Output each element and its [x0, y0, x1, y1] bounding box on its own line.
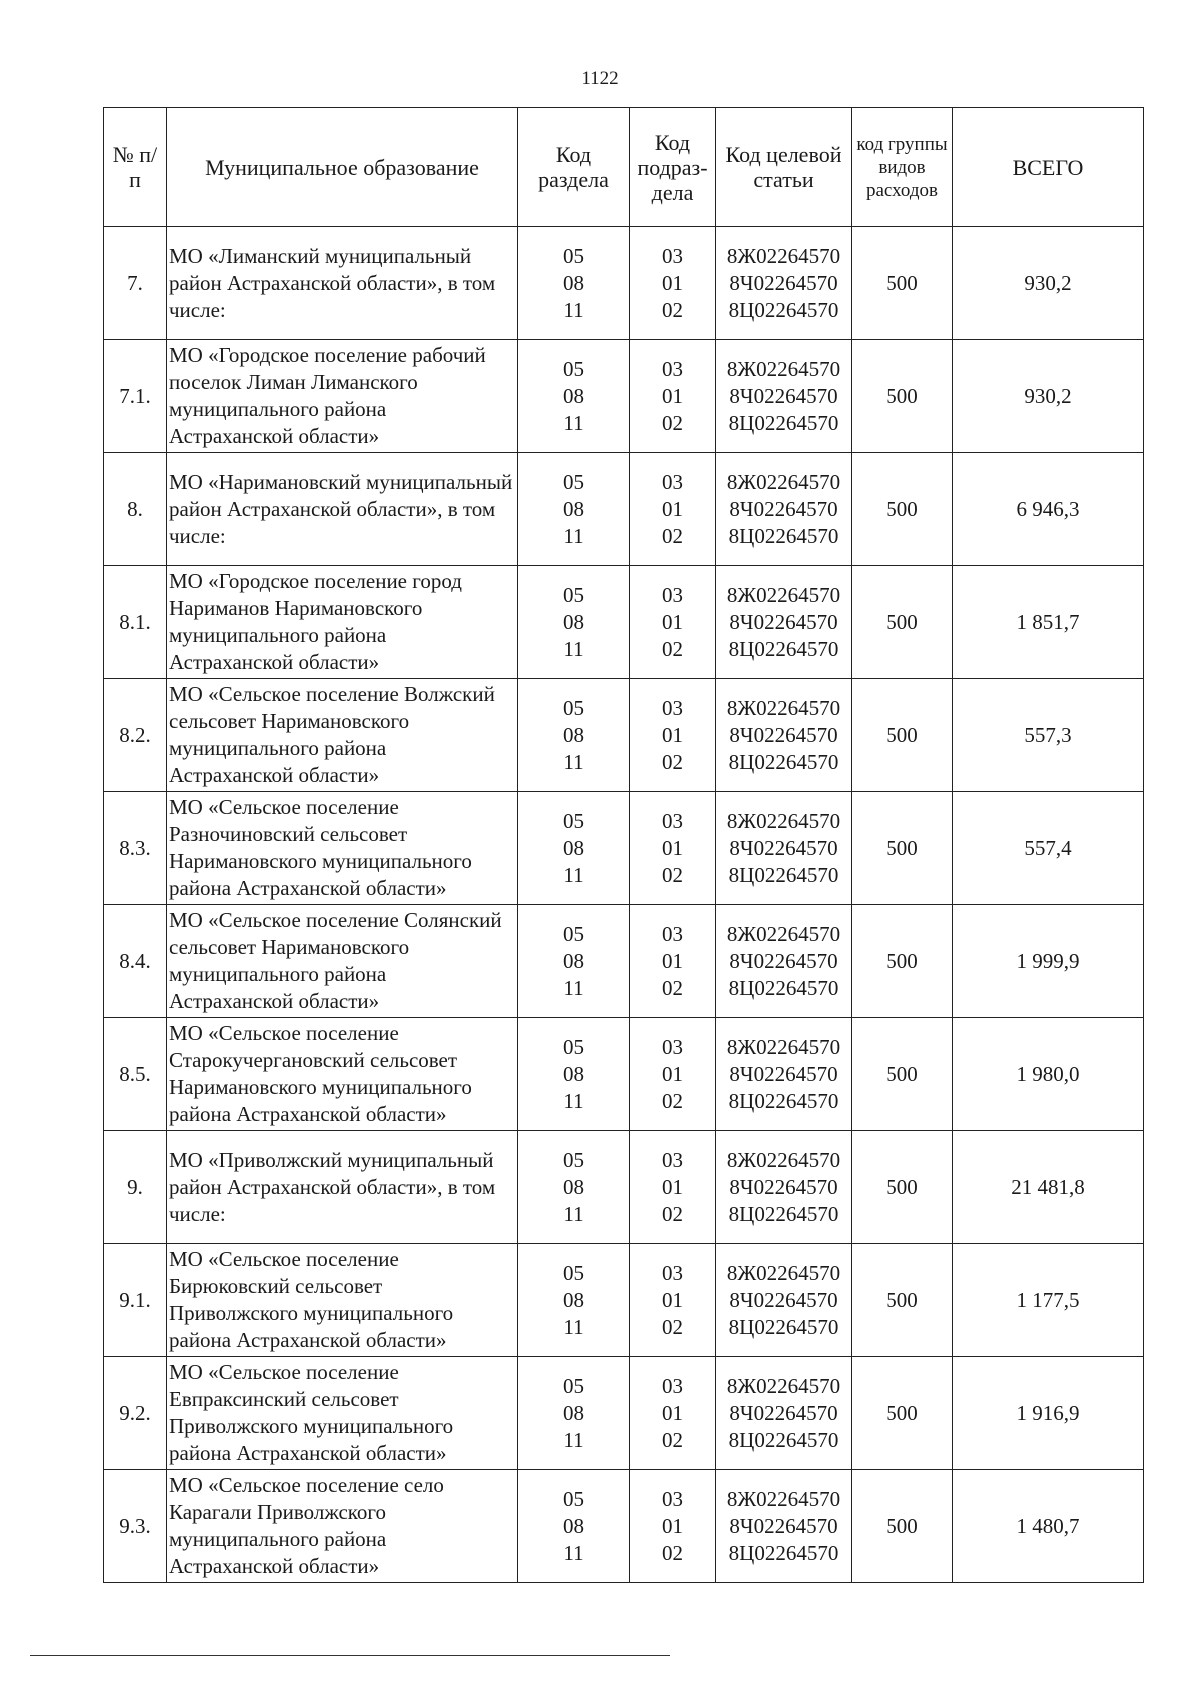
municipality-name: МО «Сельское поселение Евпраксинский сельсовет Приволжского муниципального района Астраханской области» — [167, 1357, 518, 1470]
municipality-name: МО «Сельское поселение Солянский сельсовет Наримановского муниципального района Астраханской области» — [167, 905, 518, 1018]
target-codes-value: 8Ж02264570 — [726, 582, 841, 607]
subsection-codes — [630, 1470, 716, 1583]
section-codes — [518, 1470, 630, 1583]
header-target-code: Код целевой статьи — [716, 108, 852, 227]
section-codes-value: 05 — [563, 1034, 584, 1059]
target-codes — [716, 1131, 852, 1244]
target-codes — [716, 792, 852, 905]
section-codes-value: 08 — [563, 835, 584, 860]
municipality-name: МО «Сельское поселение Старокучергановский сельсовет Наримановского муниципального района Астраханской области» — [167, 1018, 518, 1131]
target-codes-value: 8Ц02264570 — [728, 975, 839, 1000]
header-municipality: Муниципальное образование — [167, 108, 518, 227]
subsection-codes-value: 03 — [662, 1034, 683, 1059]
section-codes — [518, 1018, 630, 1131]
row-number: 8.3. — [104, 792, 167, 905]
subsection-codes-value: 02 — [662, 1314, 683, 1339]
expense-group: 500 — [852, 566, 953, 679]
subsection-codes — [630, 679, 716, 792]
header-number: № п/п — [104, 108, 167, 227]
subsection-codes — [630, 1018, 716, 1131]
row-number: 7.1. — [104, 340, 167, 453]
row-number: 8.4. — [104, 905, 167, 1018]
target-codes-value: 8Ч02264570 — [729, 1061, 838, 1086]
section-codes-value: 11 — [563, 862, 584, 887]
expense-group: 500 — [852, 453, 953, 566]
target-codes — [716, 1357, 852, 1470]
target-codes — [716, 1244, 852, 1357]
target-codes — [716, 1018, 852, 1131]
subsection-codes — [630, 792, 716, 905]
section-codes-value: 08 — [563, 609, 584, 634]
row-total: 1 851,7 — [953, 566, 1144, 679]
subsection-codes-value: 03 — [662, 1373, 683, 1398]
section-codes-value: 11 — [563, 1540, 584, 1565]
subsection-codes-value: 03 — [662, 582, 683, 607]
subsection-codes-value: 03 — [662, 808, 683, 833]
subsection-codes — [630, 1131, 716, 1244]
section-codes-value: 11 — [563, 749, 584, 774]
section-codes-value: 11 — [563, 1427, 584, 1452]
header-section-code: Код раздела — [518, 108, 630, 227]
municipality-name: МО «Городское поселение город Нариманов Наримановского муниципального района Астраханской области» — [167, 566, 518, 679]
header-subsection-code: Код подраз-дела — [630, 108, 716, 227]
subsection-codes-value: 02 — [662, 1088, 683, 1113]
subsection-codes-value: 02 — [662, 749, 683, 774]
target-codes-value: 8Ц02264570 — [728, 1540, 839, 1565]
subsection-codes-value: 02 — [662, 410, 683, 435]
subsection-codes — [630, 227, 716, 340]
expense-group: 500 — [852, 1131, 953, 1244]
section-codes-value: 11 — [563, 1088, 584, 1113]
target-codes-value: 8Ч02264570 — [729, 1174, 838, 1199]
row-number: 8.5. — [104, 1018, 167, 1131]
subsection-codes-value: 02 — [662, 1427, 683, 1452]
section-codes — [518, 453, 630, 566]
expense-group: 500 — [852, 227, 953, 340]
target-codes-value: 8Ц02264570 — [728, 523, 839, 548]
target-codes — [716, 905, 852, 1018]
target-codes — [716, 453, 852, 566]
table-row — [104, 1470, 1144, 1583]
table-row — [104, 1018, 1144, 1131]
page-number: 1122 — [581, 68, 619, 89]
subsection-codes-value: 01 — [662, 609, 683, 634]
target-codes-value: 8Ж02264570 — [726, 243, 841, 268]
expense-group: 500 — [852, 340, 953, 453]
municipality-name: МО «Наримановский муниципальный район Астраханской области», в том числе: — [167, 453, 518, 566]
table-body — [104, 227, 1144, 1583]
section-codes-value: 05 — [563, 1486, 584, 1511]
table-row — [104, 453, 1144, 566]
subsection-codes-value: 03 — [662, 1260, 683, 1285]
target-codes-value: 8Ч02264570 — [729, 383, 838, 408]
subsection-codes-value: 01 — [662, 383, 683, 408]
row-total: 557,3 — [953, 679, 1144, 792]
subsection-codes-value: 01 — [662, 496, 683, 521]
section-codes — [518, 1244, 630, 1357]
section-codes-value: 05 — [563, 921, 584, 946]
row-number: 9.3. — [104, 1470, 167, 1583]
section-codes — [518, 340, 630, 453]
section-codes-value: 11 — [563, 523, 584, 548]
target-codes-value: 8Ц02264570 — [728, 410, 839, 435]
target-codes-value: 8Ч02264570 — [729, 1400, 838, 1425]
section-codes-value: 08 — [563, 1174, 584, 1199]
target-codes-value: 8Ц02264570 — [728, 297, 839, 322]
section-codes-value: 05 — [563, 356, 584, 381]
section-codes-value: 08 — [563, 948, 584, 973]
subsection-codes-value: 02 — [662, 523, 683, 548]
row-total: 930,2 — [953, 340, 1144, 453]
section-codes — [518, 679, 630, 792]
expense-group: 500 — [852, 1357, 953, 1470]
target-codes-value: 8Ж02264570 — [726, 1486, 841, 1511]
target-codes-value: 8Ц02264570 — [728, 1088, 839, 1113]
target-codes-value: 8Ч02264570 — [729, 270, 838, 295]
subsection-codes — [630, 905, 716, 1018]
table-row — [104, 905, 1144, 1018]
subsection-codes-value: 01 — [662, 1287, 683, 1312]
subsection-codes — [630, 453, 716, 566]
section-codes-value: 05 — [563, 695, 584, 720]
section-codes-value: 08 — [563, 270, 584, 295]
target-codes-value: 8Ж02264570 — [726, 695, 841, 720]
subsection-codes-value: 01 — [662, 1513, 683, 1538]
row-number: 8.1. — [104, 566, 167, 679]
section-codes-value: 08 — [563, 496, 584, 521]
row-number: 9. — [104, 1131, 167, 1244]
subsection-codes-value: 01 — [662, 835, 683, 860]
municipality-name: МО «Городское поселение рабочий поселок Лиман Лиманского муниципального района Астраханской области» — [167, 340, 518, 453]
subsection-codes — [630, 1244, 716, 1357]
subsection-codes-value: 03 — [662, 356, 683, 381]
subsection-codes — [630, 340, 716, 453]
municipality-name: МО «Приволжский муниципальный район Астраханской области», в том числе: — [167, 1131, 518, 1244]
target-codes-value: 8Ж02264570 — [726, 1147, 841, 1172]
target-codes-value: 8Ц02264570 — [728, 1201, 839, 1226]
section-codes-value: 11 — [563, 297, 584, 322]
subsection-codes-value: 02 — [662, 636, 683, 661]
header-total: ВСЕГО — [953, 108, 1144, 227]
row-number: 8.2. — [104, 679, 167, 792]
subsection-codes-value: 01 — [662, 1061, 683, 1086]
target-codes-value: 8Ч02264570 — [729, 1287, 838, 1312]
subsection-codes-value: 01 — [662, 948, 683, 973]
subsection-codes-value: 02 — [662, 1540, 683, 1565]
table-row — [104, 1357, 1144, 1470]
subsection-codes — [630, 1357, 716, 1470]
table-row — [104, 679, 1144, 792]
section-codes — [518, 792, 630, 905]
subsection-codes — [630, 566, 716, 679]
municipality-name: МО «Сельское поселение Волжский сельсовет Наримановского муниципального района Астраханской области» — [167, 679, 518, 792]
row-number: 7. — [104, 227, 167, 340]
expense-group: 500 — [852, 1018, 953, 1131]
target-codes — [716, 227, 852, 340]
subsection-codes-value: 03 — [662, 469, 683, 494]
municipality-name: МО «Сельское поселение Разночиновский сельсовет Наримановского муниципального района Астраханской области» — [167, 792, 518, 905]
target-codes-value: 8Ч02264570 — [729, 1513, 838, 1538]
budget-table — [103, 107, 1144, 1583]
subsection-codes-value: 02 — [662, 862, 683, 887]
footer-rule — [30, 1655, 670, 1656]
target-codes-value: 8Ц02264570 — [728, 636, 839, 661]
table-row — [104, 1244, 1144, 1357]
target-codes-value: 8Ц02264570 — [728, 1314, 839, 1339]
municipality-name: МО «Сельское поселение Бирюковский сельсовет Приволжского муниципального района Астраханской области» — [167, 1244, 518, 1357]
target-codes-value: 8Ч02264570 — [729, 948, 838, 973]
target-codes — [716, 1470, 852, 1583]
target-codes-value: 8Ц02264570 — [728, 862, 839, 887]
section-codes-value: 11 — [563, 1201, 584, 1226]
target-codes-value: 8Ч02264570 — [729, 609, 838, 634]
subsection-codes-value: 01 — [662, 722, 683, 747]
section-codes-value: 08 — [563, 1287, 584, 1312]
section-codes-value: 05 — [563, 1373, 584, 1398]
expense-group: 500 — [852, 792, 953, 905]
section-codes-value: 08 — [563, 383, 584, 408]
target-codes-value: 8Ж02264570 — [726, 1373, 841, 1398]
section-codes — [518, 905, 630, 1018]
target-codes-value: 8Ж02264570 — [726, 921, 841, 946]
target-codes-value: 8Ч02264570 — [729, 496, 838, 521]
table-row — [104, 227, 1144, 340]
subsection-codes-value: 03 — [662, 1486, 683, 1511]
subsection-codes-value: 02 — [662, 975, 683, 1000]
section-codes — [518, 1131, 630, 1244]
section-codes-value: 05 — [563, 808, 584, 833]
section-codes-value: 05 — [563, 243, 584, 268]
row-total: 1 980,0 — [953, 1018, 1144, 1131]
section-codes-value: 11 — [563, 636, 584, 661]
target-codes — [716, 566, 852, 679]
subsection-codes-value: 02 — [662, 297, 683, 322]
target-codes-value: 8Ж02264570 — [726, 469, 841, 494]
section-codes-value: 11 — [563, 1314, 584, 1339]
subsection-codes-value: 03 — [662, 1147, 683, 1172]
municipality-name: МО «Сельское поселение село Карагали Приволжского муниципального района Астраханской области» — [167, 1470, 518, 1583]
target-codes-value: 8Ж02264570 — [726, 356, 841, 381]
row-total: 930,2 — [953, 227, 1144, 340]
section-codes-value: 11 — [563, 975, 584, 1000]
subsection-codes-value: 01 — [662, 1400, 683, 1425]
row-number: 9.1. — [104, 1244, 167, 1357]
section-codes — [518, 566, 630, 679]
subsection-codes-value: 03 — [662, 695, 683, 720]
subsection-codes-value: 03 — [662, 243, 683, 268]
section-codes-value: 05 — [563, 582, 584, 607]
row-total: 6 946,3 — [953, 453, 1144, 566]
section-codes-value: 08 — [563, 722, 584, 747]
target-codes-value: 8Ж02264570 — [726, 808, 841, 833]
row-total: 557,4 — [953, 792, 1144, 905]
section-codes — [518, 227, 630, 340]
section-codes-value: 08 — [563, 1513, 584, 1538]
target-codes — [716, 340, 852, 453]
expense-group: 500 — [852, 905, 953, 1018]
row-total: 1 480,7 — [953, 1470, 1144, 1583]
row-total: 1 999,9 — [953, 905, 1144, 1018]
target-codes-value: 8Ч02264570 — [729, 835, 838, 860]
subsection-codes-value: 01 — [662, 1174, 683, 1199]
row-total: 21 481,8 — [953, 1131, 1144, 1244]
table-header-row — [104, 108, 1144, 227]
table-row — [104, 566, 1144, 679]
expense-group: 500 — [852, 679, 953, 792]
row-number: 9.2. — [104, 1357, 167, 1470]
target-codes-value: 8Ж02264570 — [726, 1260, 841, 1285]
row-number: 8. — [104, 453, 167, 566]
section-codes-value: 08 — [563, 1061, 584, 1086]
table-row — [104, 340, 1144, 453]
subsection-codes-value: 03 — [662, 921, 683, 946]
target-codes-value: 8Ж02264570 — [726, 1034, 841, 1059]
target-codes-value: 8Ц02264570 — [728, 749, 839, 774]
table-row — [104, 1131, 1144, 1244]
row-total: 1 916,9 — [953, 1357, 1144, 1470]
subsection-codes-value: 02 — [662, 1201, 683, 1226]
target-codes-value: 8Ч02264570 — [729, 722, 838, 747]
municipality-name: МО «Лиманский муниципальный район Астраханской области», в том числе: — [167, 227, 518, 340]
expense-group: 500 — [852, 1244, 953, 1357]
section-codes-value: 05 — [563, 469, 584, 494]
expense-group: 500 — [852, 1470, 953, 1583]
target-codes-value: 8Ц02264570 — [728, 1427, 839, 1452]
target-codes — [716, 679, 852, 792]
section-codes-value: 05 — [563, 1260, 584, 1285]
section-codes-value: 11 — [563, 410, 584, 435]
row-total: 1 177,5 — [953, 1244, 1144, 1357]
subsection-codes-value: 01 — [662, 270, 683, 295]
section-codes-value: 08 — [563, 1400, 584, 1425]
table-row — [104, 792, 1144, 905]
header-expense-group: код группы видов расходов — [852, 108, 953, 227]
section-codes — [518, 1357, 630, 1470]
section-codes-value: 05 — [563, 1147, 584, 1172]
